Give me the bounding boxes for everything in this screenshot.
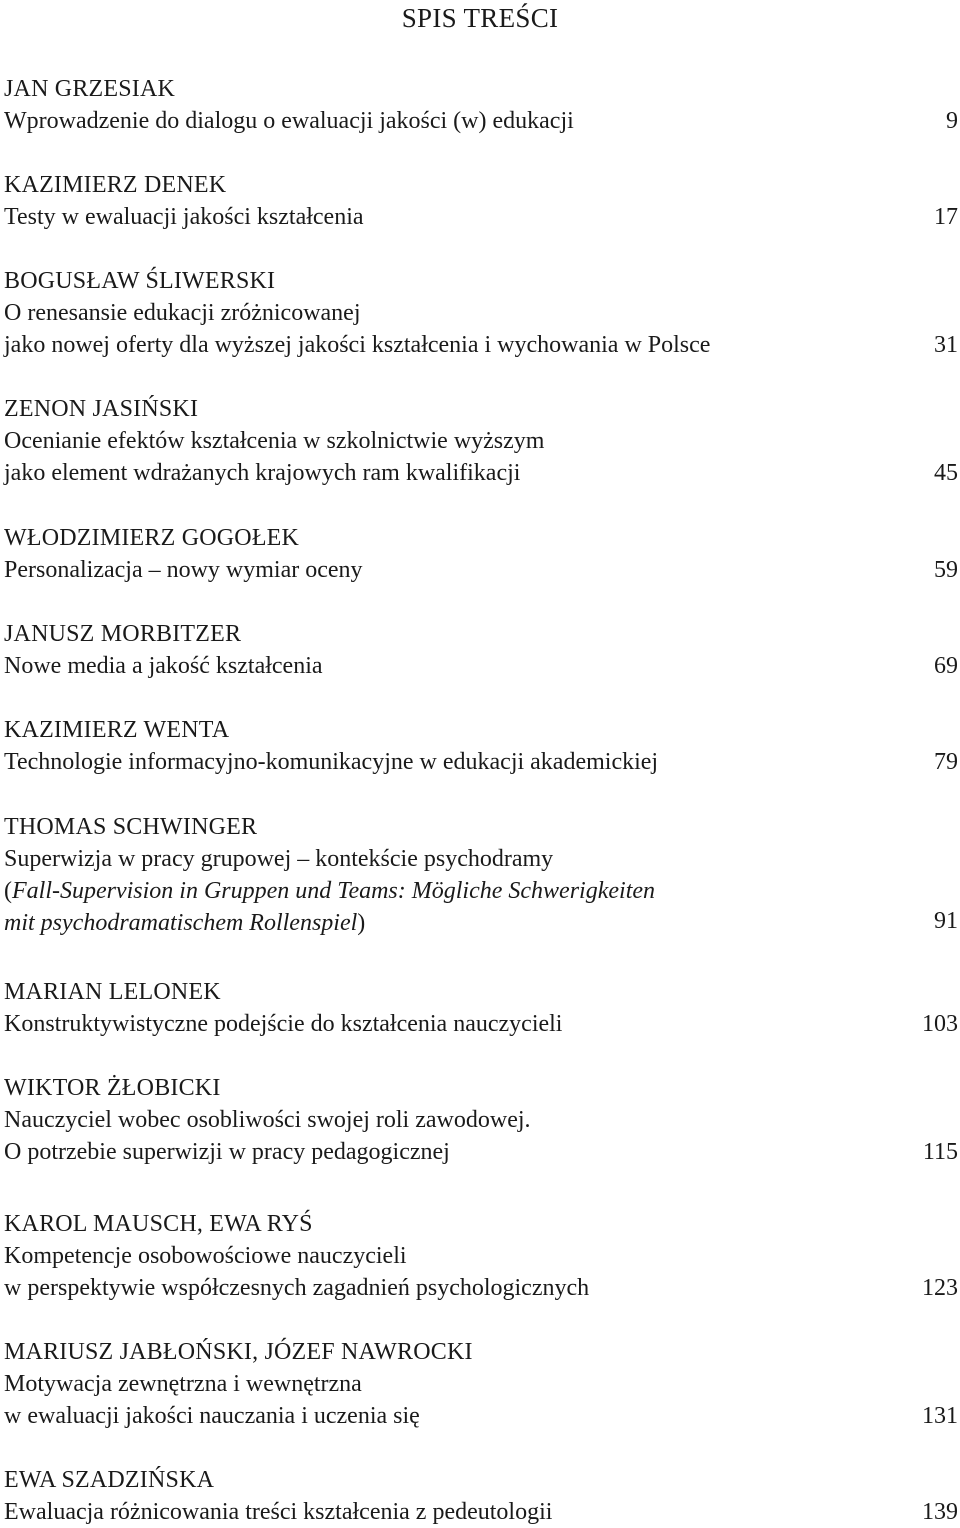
entry-page-number: 17 (934, 204, 958, 230)
entry-subtitle-line (4, 875, 958, 907)
entry-subtitle-italic: mit psychodramatischem Rollenspiel (4, 910, 358, 936)
entry-title-line: w ewaluacji jakości nauczania i uczenia się (4, 1403, 420, 1429)
entry-page-number: 123 (922, 1275, 958, 1301)
entry-title-line: Personalizacja – nowy wymiar oceny (4, 557, 363, 583)
entry-page-number: 139 (922, 1499, 958, 1525)
entry-author: THOMAS SCHWINGER (4, 814, 258, 840)
entry-author: KAZIMIERZ WENTA (4, 717, 230, 743)
toc-entry (4, 1072, 958, 1168)
paren-open: ( (4, 878, 12, 904)
toc-entry (4, 1336, 958, 1432)
entry-title-line: jako element wdrażanych krajowych ram kwalifikacji (4, 460, 521, 486)
entry-page-number: 69 (934, 653, 958, 679)
entry-page-number: 131 (922, 1403, 958, 1429)
entry-author: MARIAN LELONEK (4, 979, 221, 1005)
entry-title-line: Wprowadzenie do dialogu o ewaluacji jakości (w) edukacji (4, 108, 574, 134)
toc-entry (4, 618, 958, 682)
entry-page-number: 115 (922, 1139, 958, 1165)
entry-author: EWA SZADZIŃSKA (4, 1467, 215, 1493)
entry-page-number: 103 (922, 1011, 958, 1037)
entry-title-line: O renesansie edukacji zróżnicowanej (4, 300, 361, 326)
toc-entry (4, 976, 958, 1040)
toc-entry (4, 73, 958, 137)
entry-page-number: 59 (934, 557, 958, 583)
toc-entry (4, 265, 958, 361)
entry-author: KAROL MAUSCH, EWA RYŚ (4, 1211, 313, 1237)
entry-author: JANUSZ MORBITZER (4, 621, 242, 647)
entry-page-number: 45 (934, 460, 958, 486)
entry-page-number: 79 (934, 749, 958, 775)
entry-title-line: Motywacja zewnętrzna i wewnętrzna (4, 1371, 362, 1397)
entry-title-line: O potrzebie superwizji w pracy pedagogicznej (4, 1139, 450, 1165)
entry-title-line: Technologie informacyjno-komunikacyjne w edukacji akademickiej (4, 749, 659, 775)
entry-title-line: Superwizja w pracy grupowej – kontekście psychodramy (4, 846, 554, 872)
entry-author: KAZIMIERZ DENEK (4, 172, 227, 198)
page-title: SPIS TREŚCI (401, 3, 559, 33)
entry-title-line: Testy w ewaluacji jakości kształcenia (4, 204, 364, 230)
entry-author: BOGUSŁAW ŚLIWERSKI (4, 268, 276, 294)
toc-entry (4, 811, 958, 939)
entry-title-line: Kompetencje osobowościowe nauczycieli (4, 1243, 407, 1269)
entry-page-number: 91 (934, 908, 958, 934)
paren-close: ) (357, 910, 366, 936)
toc-entry (4, 169, 958, 233)
entry-subtitle-italic: Fall-Supervision in Gruppen und Teams: Mögliche Schwerigkeiten (12, 878, 656, 904)
entry-title-line: Ewaluacja różnicowania treści kształcenia z pedeutologii (4, 1499, 553, 1525)
entry-author: WŁODZIMIERZ GOGOŁEK (4, 525, 300, 551)
toc-entry (4, 522, 958, 586)
entry-title-line: jako nowej oferty dla wyższej jakości kształcenia i wychowania w Polsce (4, 332, 711, 358)
toc-entry (4, 714, 958, 778)
entry-page-number: 9 (946, 108, 958, 134)
entry-author: MARIUSZ JABŁOŃSKI, JÓZEF NAWROCKI (4, 1339, 473, 1365)
entry-subtitle-line (4, 907, 958, 939)
entry-author: ZENON JASIŃSKI (4, 396, 199, 422)
toc-entry (4, 1464, 958, 1528)
entry-title-line: Nauczyciel wobec osobliwości swojej roli zawodowej. (4, 1107, 531, 1133)
entry-title-line: Nowe media a jakość kształcenia (4, 653, 323, 679)
entry-title-line: w perspektywie współczesnych zagadnień psychologicznych (4, 1275, 590, 1301)
entry-author: WIKTOR ŻŁOBICKI (4, 1075, 221, 1101)
entry-title-line: Konstruktywistyczne podejście do kształcenia nauczycieli (4, 1011, 563, 1037)
entry-author: JAN GRZESIAK (4, 76, 176, 102)
toc-entry (4, 393, 958, 489)
entry-page-number: 31 (934, 332, 958, 358)
toc-entry (4, 1208, 958, 1304)
entry-title-line: Ocenianie efektów kształcenia w szkolnictwie wyższym (4, 428, 545, 454)
